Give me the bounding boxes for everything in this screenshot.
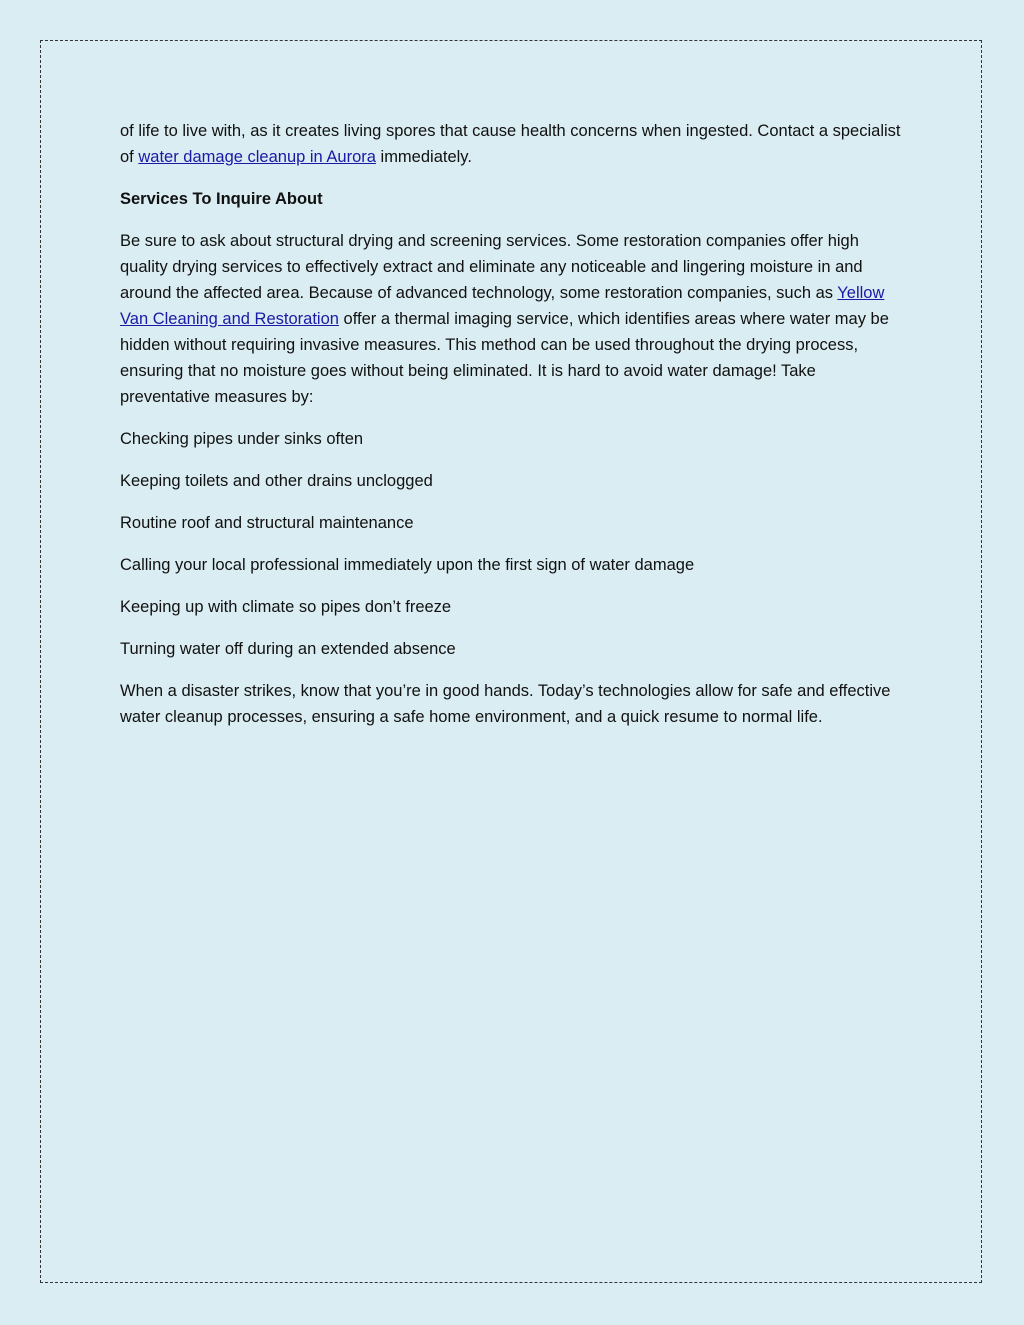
measure-item: Checking pipes under sinks often [120, 430, 364, 448]
services-paragraph [120, 228, 905, 410]
measure-item: Calling your local professional immediately upon the first sign of water damage [120, 556, 695, 574]
measure-item: Turning water off during an extended absence [120, 640, 456, 658]
closing-paragraph: When a disaster strikes, know that you’re in good hands. Today’s technologies allow for safe and effective water cleanup processes, ensuring a safe home environment, and a quick resume to normal life. [120, 682, 891, 726]
section-heading: Services To Inquire About [120, 190, 323, 208]
document-body [120, 118, 905, 746]
water-damage-cleanup-link[interactable]: water damage cleanup in Aurora [138, 148, 376, 166]
intro-paragraph [120, 118, 905, 170]
measure-item: Keeping toilets and other drains unclogged [120, 472, 433, 490]
intro-text-after: immediately. [375, 148, 472, 166]
services-text-before: Be sure to ask about structural drying and screening services. Some restoration companies offer high quality drying services to effectively extract and eliminate any noticeable and lingering moisture in and around the affected area. Because of advanced technology, some restoration companies, such as [120, 232, 863, 302]
intro-text-before: of life to live with, as it creates living spores that cause health concerns when ingested. Contact a specialist of [120, 122, 901, 166]
yellow-van-link[interactable]: Yellow Van Cleaning and Restoration [120, 284, 885, 328]
measure-item: Routine roof and structural maintenance [120, 514, 414, 532]
measure-item: Keeping up with climate so pipes don’t freeze [120, 598, 452, 616]
services-text-after: offer a thermal imaging service, which identifies areas where water may be hidden without requiring invasive measures. This method can be used throughout the drying process, ensuring that no moisture goes without being eliminated. It is hard to avoid water damage! Take preventative measures by: [120, 310, 889, 406]
